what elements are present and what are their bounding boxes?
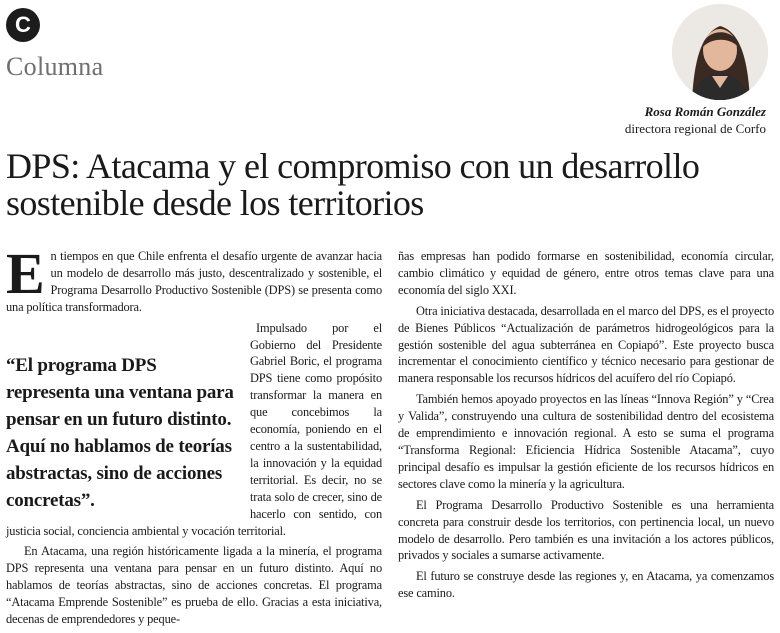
paragraph-5: Otra iniciativa destacada, desarrollada en el marco del DPS, es el proyecto de Bienes Públicos “Actualización de parámetros hidrogeológicos para la gestión sostenible del agua subterránea en Copiapó”. Este proyecto busca incrementar el conocimiento científico y técnico necesario para gestionar de manera responsable los recursos hídricos del acuífero del río Copiapó.	[398, 303, 774, 386]
author-role: directora regional de Corfo	[624, 121, 766, 136]
section-badge: C	[6, 8, 40, 42]
paragraph-8: El futuro se construye desde las regiones y, en Atacama, ya comenzamos ese camino.	[398, 569, 774, 601]
article-column-left	[6, 241, 382, 628]
paragraph-6: También hemos apoyado proyectos en las líneas “Innova Región” y “Crea y Valida”, construyendo una cultura de sostenibilidad dentro del ecosistema de emprendimiento e innovación regional. A esto se suma el programa “Transforma Regional: Eficiencia Hídrica Sostenible Atacama”, cuyo principal desafío es impulsar la gestión eficiente de los recursos hídricos en sectores clave como la minería y la agricultura.	[398, 392, 774, 491]
pull-quote: “El programa DPS representa una ventana para pensar en un futuro distinto. Aquí no hablamos de teorías abstractas, sino de acciones concretas”.	[6, 354, 234, 511]
paragraph-1-text: n tiempos en que Chile enfrenta el desafío urgente de avanzar hacia un modelo de desarrollo más justo, descentralizado y sostenible, el Programa Desarrollo Productivo Sostenible (DPS) se presenta como una política transformadora.	[6, 249, 382, 314]
article-column-right	[398, 248, 774, 628]
drop-cap: E	[6, 241, 45, 306]
pullquote-spacer	[6, 320, 238, 348]
author-photo	[672, 4, 768, 100]
paragraph-7: El Programa Desarrollo Productivo Sostenible es una herramienta concreta para construir desde los territorios, con pertinencia local, un nuevo modelo de desarrollo. Pero también es una invitación a los actores públicos, privados y sociales a sumarse activamente.	[398, 497, 774, 563]
headline: DPS: Atacama y el compromiso con un desarrollo sostenible desde los territorios	[6, 146, 700, 223]
paragraph-2	[6, 320, 382, 540]
paragraph-4: ñas empresas han podido formarse en sostenibilidad, economía circular, cambio climático y equidad de género, entre otros temas clave para una economía del siglo XXI.	[398, 249, 774, 297]
paragraph-3: En Atacama, una región históricamente ligada a la minería, el programa DPS representa una ventana para pensar en un futuro distinto. Aquí no hablamos de teorías abstractas, sino de acciones concretas. El programa “Atacama Emprende Sostenible” es prueba de ello. Gracias a esta iniciativa, decenas de emprendedores y peque-	[6, 544, 382, 627]
section-name: Columna	[6, 52, 104, 81]
paragraph-2-text: Impulsado por el Gobierno del Presidente Gabriel Boric, el programa DPS tiene como propósito transformar la manera en que concebimos la economía, poniendo en el centro a la sustentabilidad, la innovación y la equidad territorial. Es decir, no se trata solo de crecer, sino de hacerlo con sentido, con justicia social, conciencia ambiental y vocación territorial.	[6, 320, 382, 538]
author-name: Rosa Román González	[644, 104, 766, 119]
paragraph-1	[6, 241, 382, 316]
